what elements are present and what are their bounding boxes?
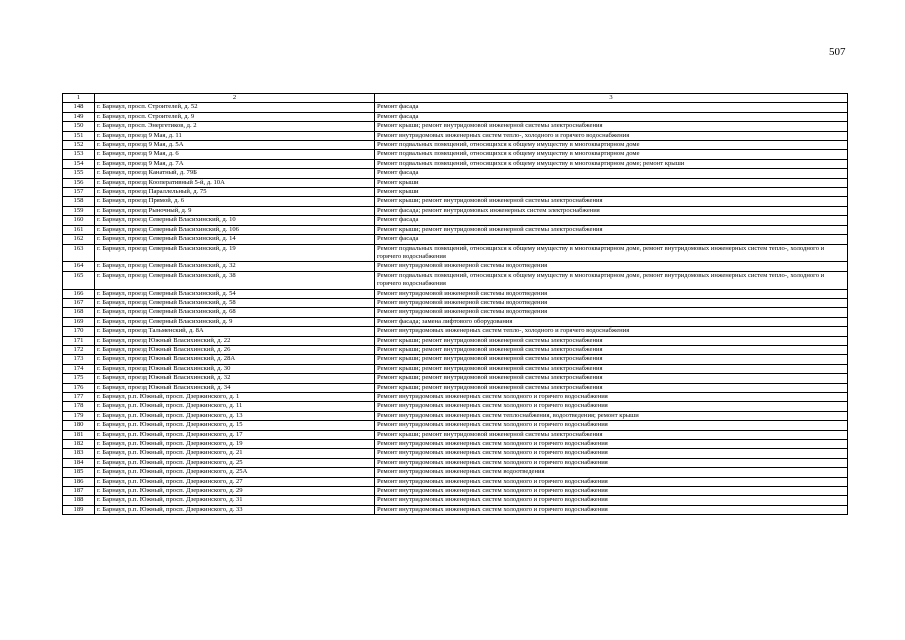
row-number: 148	[63, 103, 95, 112]
row-work: Ремонт внутридомовой инженерной системы водоотведения	[375, 289, 848, 298]
table-row	[63, 496, 848, 505]
table-row	[63, 262, 848, 271]
row-work: Ремонт подвальных помещений, относящихся к общему имуществу в многоквартирном доме	[375, 141, 848, 150]
table-row	[63, 374, 848, 383]
row-address: г. Барнаул, проезд Южный Власихинский, д. 30	[95, 364, 375, 373]
row-address: г. Барнаул, р.п. Южный, просп. Дзержинского, д. 33	[95, 505, 375, 514]
row-number: 178	[63, 402, 95, 411]
table-row	[63, 206, 848, 215]
row-number: 162	[63, 235, 95, 244]
row-work: Ремонт крыши; ремонт внутридомовой инженерной системы электроснабжения	[375, 197, 848, 206]
row-number: 150	[63, 122, 95, 131]
row-address: г. Барнаул, проезд Северный Власихинский, д. 38	[95, 271, 375, 289]
row-number: 160	[63, 216, 95, 225]
row-work: Ремонт внутридомовых инженерных систем холодного и горячего водоснабжения	[375, 458, 848, 467]
table-row	[63, 421, 848, 430]
row-work: Ремонт внутридомовых инженерных систем тепло-, холодного и горячего водоснабжения	[375, 131, 848, 140]
row-address: г. Барнаул, проезд Южный Власихинский, д. 34	[95, 383, 375, 392]
row-address: г. Барнаул, р.п. Южный, просп. Дзержинского, д. 15	[95, 421, 375, 430]
table-row	[63, 131, 848, 140]
row-work: Ремонт крыши	[375, 178, 848, 187]
row-address: г. Барнаул, проезд Параллельный, д. 75	[95, 188, 375, 197]
row-work: Ремонт фасада; замена лифтового оборудования	[375, 317, 848, 326]
table-row	[63, 289, 848, 298]
table-row	[63, 298, 848, 307]
table-row	[63, 159, 848, 168]
table-row	[63, 150, 848, 159]
row-address: г. Барнаул, проезд 9 Мая, д. 11	[95, 131, 375, 140]
row-address: г. Барнаул, р.п. Южный, просп. Дзержинского, д. 11	[95, 402, 375, 411]
row-number: 165	[63, 271, 95, 289]
row-address: г. Барнаул, проезд Прямой, д. 6	[95, 197, 375, 206]
row-address: г. Барнаул, р.п. Южный, просп. Дзержинского, д. 25А	[95, 468, 375, 477]
table-row	[63, 336, 848, 345]
row-work: Ремонт внутридомовых инженерных систем холодного и горячего водоснабжения	[375, 402, 848, 411]
table-row	[63, 216, 848, 225]
row-work: Ремонт внутридомовых инженерных систем холодного и горячего водоснабжения	[375, 449, 848, 458]
row-work: Ремонт крыши; ремонт внутридомовой инженерной системы электроснабжения	[375, 383, 848, 392]
row-address: г. Барнаул, проезд Южный Власихинский, д. 28А	[95, 355, 375, 364]
row-work: Ремонт внутридомовых инженерных систем холодного и горячего водоснабжения	[375, 477, 848, 486]
table-row	[63, 327, 848, 336]
row-work: Ремонт внутридомовых инженерных систем тепло-, холодного и горячего водоснабжения	[375, 327, 848, 336]
row-address: г. Барнаул, просп. Энергетиков, д. 2	[95, 122, 375, 131]
table-row	[63, 487, 848, 496]
row-work: Ремонт внутридомовых инженерных систем холодного и горячего водоснабжения	[375, 487, 848, 496]
row-work: Ремонт фасада; ремонт внутридомовых инженерных систем электроснабжения	[375, 206, 848, 215]
row-number: 172	[63, 345, 95, 354]
row-address: г. Барнаул, р.п. Южный, просп. Дзержинского, д. 27	[95, 477, 375, 486]
row-number: 163	[63, 244, 95, 262]
row-number: 153	[63, 150, 95, 159]
row-number: 156	[63, 178, 95, 187]
row-address: г. Барнаул, проезд 9 Мая, д. 6	[95, 150, 375, 159]
row-number: 154	[63, 159, 95, 168]
table-row	[63, 383, 848, 392]
header-col-work: 3	[375, 94, 848, 103]
row-number: 174	[63, 364, 95, 373]
row-number: 157	[63, 188, 95, 197]
row-work: Ремонт внутридомовых инженерных систем теплоснабжения, водоотведения; ремонт крыши	[375, 411, 848, 420]
table-row	[63, 308, 848, 317]
row-work: Ремонт внутридомовых инженерных систем холодного и горячего водоснабжения	[375, 421, 848, 430]
row-address: г. Барнаул, просп. Строителей, д. 9	[95, 112, 375, 121]
table-row	[63, 440, 848, 449]
row-work: Ремонт внутридомовой инженерной системы водоотведения	[375, 262, 848, 271]
row-work: Ремонт внутридомовых инженерных систем холодного и горячего водоснабжения	[375, 440, 848, 449]
row-number: 166	[63, 289, 95, 298]
row-work: Ремонт крыши; ремонт внутридомовой инженерной системы электроснабжения	[375, 364, 848, 373]
row-address: г. Барнаул, р.п. Южный, просп. Дзержинского, д. 13	[95, 411, 375, 420]
row-work: Ремонт подвальных помещений, относящихся к общему имуществу в многоквартирном доме, ремонт внутридомовых инженерных систем тепло-, холодного и горячего водоснабжения	[375, 244, 848, 262]
row-number: 181	[63, 430, 95, 439]
row-number: 158	[63, 197, 95, 206]
row-address: г. Барнаул, проезд Южный Власихинский, д. 32	[95, 374, 375, 383]
row-work: Ремонт внутридомовых инженерных систем холодного и горячего водоснабжения	[375, 505, 848, 514]
row-address: г. Барнаул, проезд Северный Власихинский, д. 68	[95, 308, 375, 317]
row-address: г. Барнаул, проезд 9 Мая, д. 7А	[95, 159, 375, 168]
table-row	[63, 103, 848, 112]
table-row	[63, 458, 848, 467]
row-number: 180	[63, 421, 95, 430]
row-number: 168	[63, 308, 95, 317]
table-row	[63, 197, 848, 206]
row-number: 161	[63, 225, 95, 234]
table-row	[63, 225, 848, 234]
row-address: г. Барнаул, проезд Тальменский, д. 8А	[95, 327, 375, 336]
row-address: г. Барнаул, р.п. Южный, просп. Дзержинского, д. 25	[95, 458, 375, 467]
row-address: г. Барнаул, проезд Северный Власихинский, д. 106	[95, 225, 375, 234]
row-address: г. Барнаул, проезд Канатный, д. 79Б	[95, 169, 375, 178]
row-number: 170	[63, 327, 95, 336]
row-address: г. Барнаул, р.п. Южный, просп. Дзержинского, д. 21	[95, 449, 375, 458]
row-address: г. Барнаул, проезд Северный Власихинский, д. 14	[95, 235, 375, 244]
row-work: Ремонт подвальных помещений, относящихся к общему имуществу в многоквартирном доме	[375, 150, 848, 159]
row-address: г. Барнаул, проезд 9 Мая, д. 5А	[95, 141, 375, 150]
row-work: Ремонт внутридомовых инженерных систем водоотведения	[375, 468, 848, 477]
row-work: Ремонт крыши; ремонт внутридомовой инженерной системы электроснабжения	[375, 374, 848, 383]
row-address: г. Барнаул, просп. Строителей, д. 52	[95, 103, 375, 112]
row-number: 175	[63, 374, 95, 383]
table-row	[63, 141, 848, 150]
table-row	[63, 468, 848, 477]
row-address: г. Барнаул, р.п. Южный, просп. Дзержинского, д. 17	[95, 430, 375, 439]
table-row	[63, 112, 848, 121]
table-row	[63, 271, 848, 289]
table-row	[63, 402, 848, 411]
row-number: 189	[63, 505, 95, 514]
table-row	[63, 235, 848, 244]
row-work: Ремонт крыши; ремонт внутридомовой инженерной системы электроснабжения	[375, 430, 848, 439]
row-work: Ремонт крыши	[375, 188, 848, 197]
row-address: г. Барнаул, проезд Северный Власихинский, д. 32	[95, 262, 375, 271]
row-work: Ремонт крыши; ремонт внутридомовой инженерной системы электроснабжения	[375, 336, 848, 345]
header-col-address: 2	[95, 94, 375, 103]
row-number: 179	[63, 411, 95, 420]
row-number: 164	[63, 262, 95, 271]
row-address: г. Барнаул, р.п. Южный, просп. Дзержинского, д. 19	[95, 440, 375, 449]
row-number: 185	[63, 468, 95, 477]
row-number: 151	[63, 131, 95, 140]
row-work: Ремонт фасада	[375, 216, 848, 225]
row-number: 152	[63, 141, 95, 150]
row-address: г. Барнаул, проезд Южный Власихинский, д. 26	[95, 345, 375, 354]
table-row	[63, 345, 848, 354]
row-work: Ремонт фасада	[375, 169, 848, 178]
row-work: Ремонт крыши; ремонт внутридомовой инженерной системы электроснабжения	[375, 355, 848, 364]
table-row	[63, 355, 848, 364]
row-number: 149	[63, 112, 95, 121]
row-number: 169	[63, 317, 95, 326]
table-row	[63, 477, 848, 486]
row-address: г. Барнаул, проезд Северный Власихинский, д. 9	[95, 317, 375, 326]
row-work: Ремонт внутридомовой инженерной системы водоотведения	[375, 298, 848, 307]
table-row	[63, 317, 848, 326]
row-number: 183	[63, 449, 95, 458]
row-number: 182	[63, 440, 95, 449]
row-number: 186	[63, 477, 95, 486]
row-address: г. Барнаул, р.п. Южный, просп. Дзержинского, д. 31	[95, 496, 375, 505]
row-address: г. Барнаул, проезд Северный Власихинский, д. 10	[95, 216, 375, 225]
row-work: Ремонт внутридомовой инженерной системы водоотведения	[375, 308, 848, 317]
row-number: 173	[63, 355, 95, 364]
row-address: г. Барнаул, р.п. Южный, просп. Дзержинского, д. 29	[95, 487, 375, 496]
table-row	[63, 430, 848, 439]
row-number: 187	[63, 487, 95, 496]
table-row	[63, 393, 848, 402]
row-number: 176	[63, 383, 95, 392]
table-header-row	[63, 94, 848, 103]
row-address: г. Барнаул, проезд Южный Власихинский, д. 22	[95, 336, 375, 345]
row-address: г. Барнаул, р.п. Южный, просп. Дзержинского, д. 1	[95, 393, 375, 402]
row-work: Ремонт фасада	[375, 103, 848, 112]
table-row	[63, 178, 848, 187]
row-number: 155	[63, 169, 95, 178]
repair-register-table	[62, 93, 848, 515]
row-address: г. Барнаул, проезд Кооперативный 5-й, д. 10А	[95, 178, 375, 187]
row-address: г. Барнаул, проезд Северный Власихинский, д. 58	[95, 298, 375, 307]
table-row	[63, 411, 848, 420]
row-number: 188	[63, 496, 95, 505]
table-row	[63, 505, 848, 514]
row-number: 177	[63, 393, 95, 402]
row-work: Ремонт крыши; ремонт внутридомовой инженерной системы электроснабжения	[375, 345, 848, 354]
row-number: 171	[63, 336, 95, 345]
row-address: г. Барнаул, проезд Северный Власихинский, д. 19	[95, 244, 375, 262]
row-work: Ремонт подвальных помещений, относящихся к общему имуществу в многоквартирном доме; ремонт крыши	[375, 159, 848, 168]
header-col-number: 1	[63, 94, 95, 103]
row-work: Ремонт внутридомовых инженерных систем холодного и горячего водоснабжения	[375, 393, 848, 402]
table-row	[63, 122, 848, 131]
row-address: г. Барнаул, проезд Северный Власихинский, д. 54	[95, 289, 375, 298]
row-work: Ремонт фасада	[375, 235, 848, 244]
table-row	[63, 188, 848, 197]
table-row	[63, 364, 848, 373]
row-work: Ремонт внутридомовых инженерных систем холодного и горячего водоснабжения	[375, 496, 848, 505]
row-work: Ремонт подвальных помещений, относящихся к общему имуществу в многоквартирном доме, ремонт внутридомовых инженерных систем тепло-, холодного и горячего водоснабжения	[375, 271, 848, 289]
row-address: г. Барнаул, проезд Рыночный, д. 9	[95, 206, 375, 215]
row-work: Ремонт крыши; ремонт внутридомовой инженерной системы электроснабжения	[375, 225, 848, 234]
row-work: Ремонт фасада	[375, 112, 848, 121]
row-number: 167	[63, 298, 95, 307]
page-number: 507	[829, 46, 846, 58]
table-row	[63, 244, 848, 262]
table-row	[63, 449, 848, 458]
table-body	[63, 103, 848, 515]
table-row	[63, 169, 848, 178]
row-work: Ремонт крыши; ремонт внутридомовой инженерной системы электроснабжения	[375, 122, 848, 131]
row-number: 159	[63, 206, 95, 215]
row-number: 184	[63, 458, 95, 467]
